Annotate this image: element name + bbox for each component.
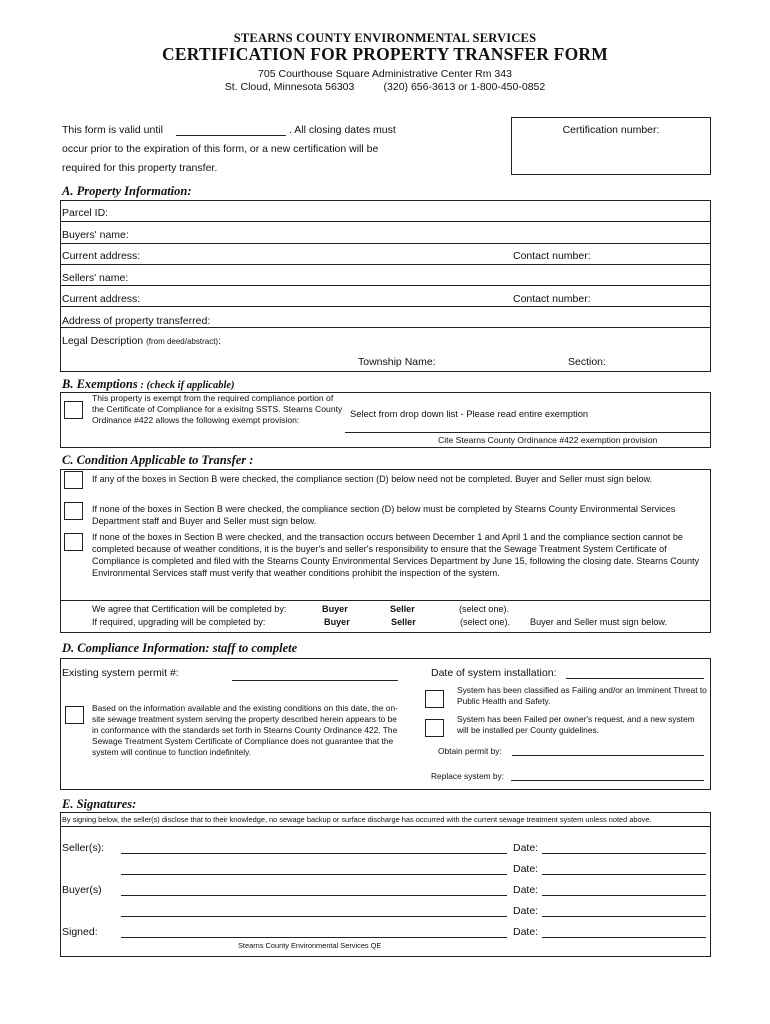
exemption-checkbox[interactable] — [64, 401, 83, 419]
certification-buyer-option[interactable]: Buyer — [322, 604, 348, 614]
permit-number-label: Existing system permit #: — [62, 667, 179, 679]
seller-1-signature-field[interactable] — [121, 853, 507, 854]
condition-1-checkbox[interactable] — [64, 471, 83, 489]
replace-system-label: Replace system by: — [431, 771, 505, 781]
sellers-name-row[interactable] — [60, 265, 711, 286]
signed-label: Signed: — [62, 926, 98, 938]
certification-number-box[interactable] — [511, 117, 711, 175]
intro-line-2: occur prior to the expiration of this form, or a new certification will be — [62, 143, 379, 155]
parcel-id-row[interactable] — [60, 200, 711, 222]
buyer-contact-label: Contact number: — [513, 250, 591, 262]
section-b-heading: B. Exemptions : (check if applicable) — [62, 377, 235, 391]
valid-until-field[interactable] — [176, 135, 286, 136]
buyer-2-date-field[interactable] — [542, 916, 706, 917]
buyers-signature-label: Buyer(s) — [62, 884, 102, 896]
signature-footer: Stearns County Environmental Services QE — [238, 941, 382, 950]
condition-1-text: If any of the boxes in Section B were checked, the compliance section (D) below need not be completed. Buyer and Seller must sign below. — [92, 474, 653, 484]
upgrading-completed-by-label: If required, upgrading will be completed by: — [92, 617, 266, 627]
failed-request-checkbox[interactable] — [425, 719, 444, 737]
legal-description-label: Legal Description (from deed/abstract): — [62, 335, 222, 347]
seller-1-date-field[interactable] — [542, 853, 706, 854]
obtain-permit-field[interactable] — [512, 755, 704, 756]
seller-2-signature-field[interactable] — [121, 874, 507, 875]
section-number-label: Section: — [568, 356, 606, 368]
disclaimer-divider — [60, 826, 711, 827]
valid-until-label: This form is valid until — [62, 124, 163, 136]
installation-date-label: Date of system installation: — [431, 667, 557, 679]
condition-3-checkbox[interactable] — [64, 533, 83, 551]
agency-name: STEARNS COUNTY ENVIRONMENTAL SERVICES — [233, 31, 537, 45]
failing-checkbox[interactable] — [425, 690, 444, 708]
exemption-text: This property is exempt from the required compliance portion of the Certificate of Compliance for a exisitng SSTS. Stearns County Ordinance #422 allows the following exempt provision: — [92, 393, 343, 425]
section-e-box — [60, 812, 711, 957]
exemption-dropdown-value: Select from drop down list - Please read entire exemption — [350, 408, 589, 419]
section-a-heading: A. Property Information: — [62, 184, 192, 198]
buyer-address-row[interactable] — [60, 244, 711, 265]
exemption-cite-label: Cite Stearns County Ordinance #422 exemption provision — [438, 435, 658, 445]
sellers-signature-label: Seller(s): — [62, 842, 105, 854]
township-name-label: Township Name: — [358, 356, 436, 368]
intro-line-3: required for this property transfer. — [62, 162, 218, 174]
seller-address-label: Current address: — [62, 293, 141, 305]
buyers-name-row[interactable] — [60, 222, 711, 244]
buyer-2-date-label: Date: — [513, 905, 539, 917]
agency-address: 705 Courthouse Square Administrative Center Rm 343 — [258, 68, 512, 80]
obtain-permit-label: Obtain permit by: — [438, 746, 502, 756]
upgrading-seller-option[interactable]: Seller — [391, 617, 416, 627]
section-d-heading: D. Compliance Information: staff to complete — [62, 641, 298, 655]
upgrading-select-one: (select one). — [460, 617, 511, 627]
seller-2-date-field[interactable] — [542, 874, 706, 875]
closing-dates-text: . All closing dates must — [289, 124, 396, 136]
conformance-text: Based on the information available and the existing conditions on this date, the on-site sewage treatment system serving the property described herein appears to be in conformance with the standards set forth in Stearns County Ordinance 422. The Sewage Treatment System Certificate of Compliance does not guarantee that the system will continue to function indefinitely. — [92, 703, 398, 757]
buyer-1-signature-field[interactable] — [121, 895, 507, 896]
failing-text: System has been classified as Failing and/or an Imminent Threat to Public Health and Safety. — [457, 685, 707, 706]
certification-seller-option[interactable]: Seller — [390, 604, 415, 614]
seller-2-date-label: Date: — [513, 863, 539, 875]
replace-system-field[interactable] — [511, 780, 704, 781]
section-e-heading: E. Signatures: — [62, 797, 137, 811]
certification-number-label: Certification number: — [562, 124, 660, 136]
certification-completed-by-label: We agree that Certification will be completed by: — [92, 604, 287, 614]
seller-address-row[interactable] — [60, 286, 711, 307]
disclosure-statement: By signing below, the seller(s) disclose that to their knowledge, no sewage backup or surface discharge has occurred with the current sewage treatment system unless noted above. — [62, 815, 652, 824]
form-title: CERTIFICATION FOR PROPERTY TRANSFER FORM — [162, 44, 608, 64]
property-address-label: Address of property transferred: — [62, 315, 211, 327]
seller-contact-label: Contact number: — [513, 293, 591, 305]
buyer-1-date-label: Date: — [513, 884, 539, 896]
condition-3-text: If none of the boxes in Section B were checked, and the transaction occurs between December 1 and April 1 and the compliance section cannot be completed because of weather conditions, it is the buyer's and seller's responsibility to ensure that the Sewage Treatment System Certificate of Compliance is completed and filed with the Stearns County Environmental Services Department by June 15, following the closing date. Stearns County Environmental Services staff must verify that weather conditions prohibit the inspection of the system. — [92, 532, 700, 578]
agency-city-phone: St. Cloud, Minnesota 56303 (320) 656-3613 or 1-800-450-0852 — [224, 81, 546, 93]
staff-date-field[interactable] — [542, 937, 706, 938]
buyer-1-date-field[interactable] — [542, 895, 706, 896]
exemption-dropdown[interactable] — [345, 403, 711, 433]
permit-number-field[interactable] — [232, 680, 398, 681]
staff-signature-field[interactable] — [121, 937, 507, 938]
section-c-heading: C. Condition Applicable to Transfer : — [62, 453, 254, 467]
buyers-name-label: Buyers' name: — [62, 229, 129, 241]
legal-description-area[interactable] — [60, 328, 711, 372]
condition-2-checkbox[interactable] — [64, 502, 83, 520]
installation-date-field[interactable] — [566, 678, 704, 679]
must-sign-note: Buyer and Seller must sign below. — [530, 617, 667, 627]
parcel-id-label: Parcel ID: — [62, 207, 109, 219]
condition-2-text: If none of the boxes in Section B were checked, the compliance section (D) below must be completed by Stearns County Environmental Services Department staff and Buyer and Seller must sign below. — [92, 504, 676, 526]
upgrading-buyer-option[interactable]: Buyer — [324, 617, 350, 627]
property-address-row[interactable] — [60, 307, 711, 328]
section-c-divider — [60, 600, 711, 601]
conformance-checkbox[interactable] — [65, 706, 84, 724]
buyer-address-label: Current address: — [62, 250, 141, 262]
buyer-2-signature-field[interactable] — [121, 916, 507, 917]
staff-date-label: Date: — [513, 926, 539, 938]
sellers-name-label: Sellers' name: — [62, 272, 129, 284]
certification-select-one: (select one). — [459, 604, 510, 614]
failed-request-text: System has been Failed per owner's request, and a new system will be installed per County guidelines. — [457, 714, 695, 735]
seller-1-date-label: Date: — [513, 842, 539, 854]
